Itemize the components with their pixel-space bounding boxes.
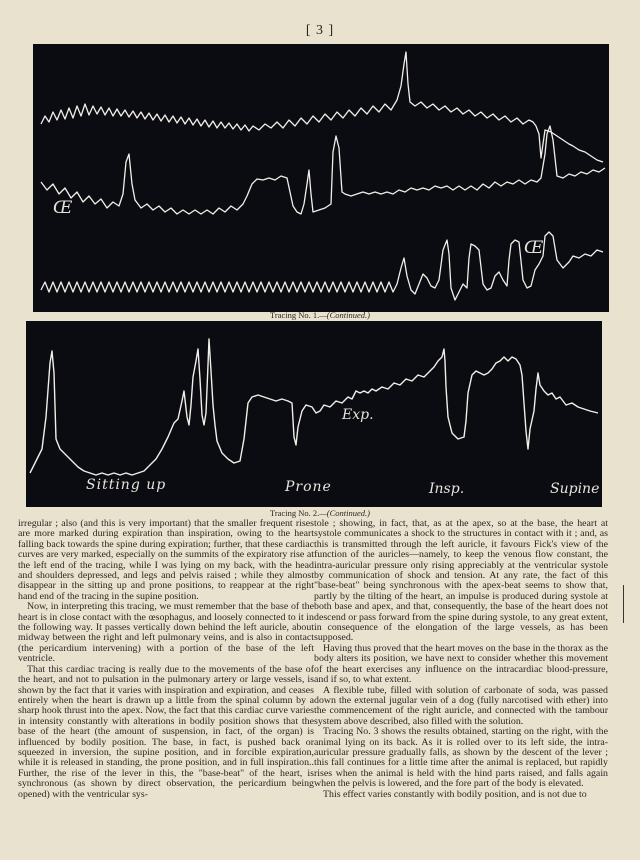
margin-mark bbox=[623, 585, 624, 623]
tracing-2-label-exp: Exp. bbox=[342, 407, 374, 423]
tracing-1-upper-trace bbox=[41, 52, 603, 162]
right-paragraph-1: tole ; showing, in fact, that, as at the apex, so at the base, the heart at systole communicates a shock to the structures in contact with it ; and, as this is transmitted through the left auricle, it favours Fick's view of the function of the auricles—namely, to keep the venous flow constant, the intra-auricular pressure only rising appreciably at the ventricular systole by communication of shock and tension. At any rate, the fact of this "base-beat" being synchronous with the apex-beat seems to show that, partly by the tilting of the heart, an impulse is produced during systole at both base and apex, and that, consequently, the base of the heart does not descend or pass forward from the spine during systole, to any great extent, in consequence of the elongation of the large vessels, as has been supposed. bbox=[314, 519, 608, 644]
left-paragraph-3: That this cardiac tracing is really due to the movements of the base of the heart, and not to pulsation in the pulmonary artery or large vessels, is shown by the fact that it varies with inspiration and expiration, and ceases entirely when the heart is drawn up a little from the spinal column by a sharp hook thrust into the apex. Now, the fact that this cardiac curve varies in intensity constantly with alterations in bodily position shows that the base of the heart (the amount of suspension, in fact, of the organ) is influenced by bodily position. The base, in fact, is pushed back or squeezed in inversion, the supine position, and in forcible expiration, while it is released in standing, the prone position, and in full inspiration.. Further, the rise of the lever in this, the "base-beat" of the heart, is synchronous (as shown by direct observation, the pericardium being opened) with the ventricular sys- bbox=[18, 663, 314, 800]
tracing-1-middle-trace bbox=[41, 126, 605, 214]
right-paragraph-5: This effect varies constantly with bodily position, and is not due to bbox=[323, 788, 587, 800]
page-number: [ 3 ] bbox=[305, 23, 335, 38]
tracing-2-trace bbox=[30, 339, 598, 475]
right-paragraph-2: Having thus proved that the heart moves on the base in the thorax as the body alters its position, we have next to consider whether this movement of the heart exercises any influence on the intracardiac blood-pressure, and if so, to what extent. bbox=[314, 642, 608, 686]
tracing-1-figure bbox=[33, 44, 609, 312]
tracing-2-label-insp: Insp. bbox=[429, 481, 465, 497]
left-paragraph-1: irregular ; also (and this is very important) that the smaller frequent rises are more marked during expiration than inspiration, owing to the heart falling back towards the spine during expiration; further, that these cardiac curves are very marked, especially on the summits of the expiratory rise at the left end of the tracing, while I was lying on my back, with the head and shoulders depressed, and legs and pelvis raised ; while they almost disappear in the sitting up and prone positions, to reappear at the right hand end of the tracing in the supine position. bbox=[18, 519, 314, 602]
tracing-1-caption-prefix: Tracing No. 1. bbox=[269, 310, 320, 320]
right-column bbox=[314, 519, 608, 849]
tracing-2-caption bbox=[0, 508, 640, 518]
tracing-1-caption-continued: —(Continued.) bbox=[319, 310, 371, 320]
tracing-2-caption-continued: —(Continued.) bbox=[319, 508, 371, 518]
left-paragraph-2: Now, in interpreting this tracing, we must remember that the base of the heart is in close contact with the œsophagus, and loosely connected to it in the following way. It passes vertically down behind the left auricle, about midway between the right and left pulmonary veins, and is also in contact (the pericardium intervening) with a portion of the base of the left ventricle. bbox=[18, 601, 314, 665]
left-column bbox=[18, 519, 314, 849]
tracing-1-lower-trace bbox=[41, 232, 603, 300]
tracing-1-label-left: Œ bbox=[53, 198, 73, 218]
tracing-2-label-supine: Supine bbox=[550, 481, 600, 497]
right-paragraph-4: Tracing No. 3 shows the results obtained, starting on the right, with the animal lying on its back. As it is rolled over to its left side, the intra-auricular pressure gradually falls, as shown by the descent of the lever ; this fall continues for a little time after the animal is replaced, but rapidly rises when the animal is held with the hind parts raised, and falls again when the pelvis is lowered, and the fore part of the body is elevated. bbox=[314, 726, 608, 790]
tracing-1-label-right: Œ bbox=[524, 238, 544, 258]
right-paragraph-3: A flexible tube, filled with solution of carbonate of soda, was passed down the external jugular vein of a dog (fully narcotised with ether) into the commencement of the right auricle, and connected with the tambour system above described, also filled with the solution. bbox=[314, 684, 608, 727]
tracing-2-label-prone: Prone bbox=[285, 479, 332, 495]
tracing-2-label-sitting-up: Sitting up bbox=[86, 477, 167, 493]
tracing-2-caption-prefix: Tracing No. 2. bbox=[269, 508, 320, 518]
tracing-2-figure bbox=[26, 321, 602, 507]
tracing-1-caption bbox=[0, 310, 640, 320]
